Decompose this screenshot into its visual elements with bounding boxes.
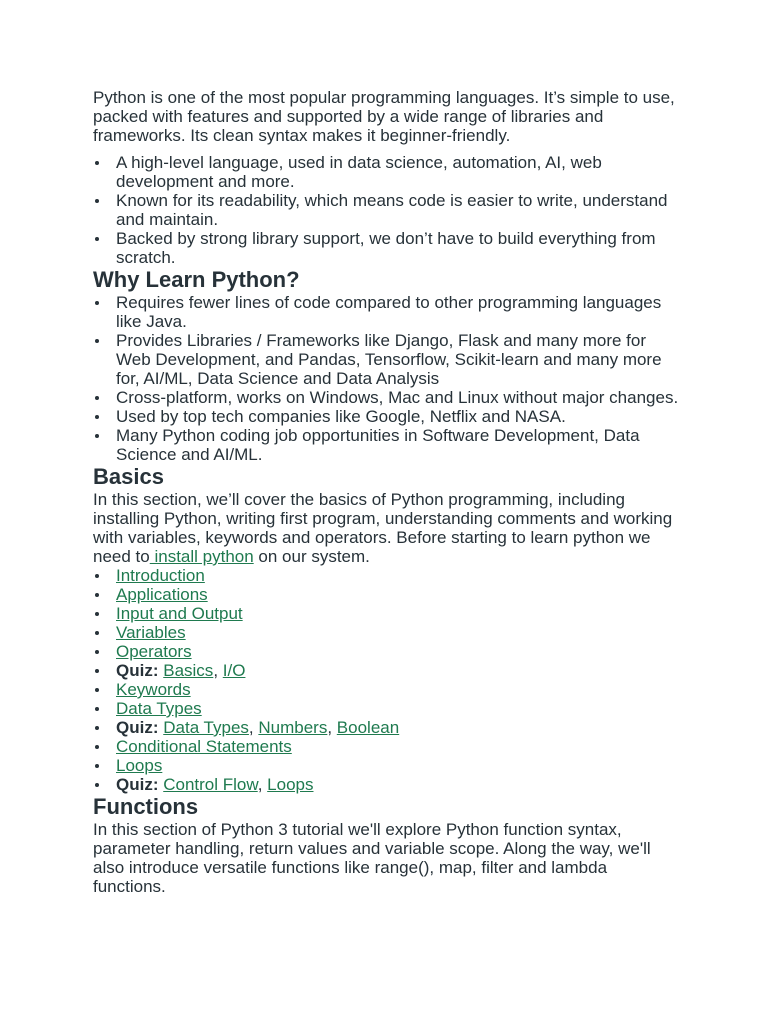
list-item: Backed by strong library support, we don’t have to build everything from scratch. (116, 229, 683, 267)
quiz-loops-link[interactable]: Loops (267, 775, 314, 794)
list-item (116, 566, 683, 585)
keywords-link[interactable]: Keywords (116, 680, 191, 699)
quiz-separator: , (327, 718, 337, 737)
quiz-list-item (116, 661, 683, 680)
basics-paragraph-tail: on our system. (253, 547, 370, 566)
list-item (116, 737, 683, 756)
list-item: Provides Libraries / Frameworks like Django, Flask and many more for Web Development, and Pandas, Tensorflow, Scikit-learn and many more for, AI/ML, Data Science and Data Analysis (116, 331, 683, 388)
quiz-separator: , (213, 661, 223, 680)
applications-link[interactable]: Applications (116, 585, 208, 604)
variables-link[interactable]: Variables (116, 623, 186, 642)
list-item (116, 604, 683, 623)
quiz-separator: , (248, 718, 259, 737)
quiz-list-item (116, 718, 683, 737)
quiz-separator: , (257, 775, 268, 794)
quiz-basics-link[interactable]: Basics (163, 661, 214, 680)
why-learn-heading: Why Learn Python? (93, 267, 300, 292)
data-types-link[interactable]: Data Types (116, 699, 202, 718)
list-item (116, 756, 683, 775)
list-item (116, 642, 683, 661)
article-content (93, 88, 683, 896)
operators-link[interactable]: Operators (116, 642, 192, 661)
list-item (116, 623, 683, 642)
basics-paragraph-text: In this section, we’ll cover the basics of Python programming, including installing Python, writing first program, understanding comments and working with variables, keywords and operators. Before starting to learn python we need to (93, 490, 673, 566)
basics-paragraph (93, 490, 683, 566)
list-item: A high-level language, used in data science, automation, AI, web development and more. (116, 153, 683, 191)
install-python-link[interactable]: install python (149, 547, 254, 566)
quiz-control-flow-link[interactable]: Control Flow (163, 775, 258, 794)
list-item: Requires fewer lines of code compared to other programming languages like Java. (116, 293, 683, 331)
introduction-link[interactable]: Introduction (116, 566, 205, 585)
why-learn-bullet-list (93, 293, 683, 464)
list-item (116, 680, 683, 699)
list-item (116, 585, 683, 604)
quiz-label: Quiz: (116, 661, 159, 680)
list-item (116, 699, 683, 718)
functions-heading: Functions (93, 794, 199, 819)
loops-link[interactable]: Loops (116, 756, 163, 775)
basics-heading: Basics (93, 464, 164, 489)
intro-paragraph: Python is one of the most popular programming languages. It’s simple to use, packed with features and supported by a wide range of libraries and frameworks. Its clean syntax makes it beginner-friendly. (93, 88, 675, 145)
quiz-boolean-link[interactable]: Boolean (336, 718, 400, 737)
list-item: Used by top tech companies like Google, Netflix and NASA. (116, 407, 683, 426)
basics-topic-list (93, 566, 683, 794)
quiz-io-link[interactable]: I/O (222, 661, 246, 680)
input-output-link[interactable]: Input and Output (116, 604, 243, 623)
functions-paragraph: In this section of Python 3 tutorial we'll explore Python function syntax, parameter handling, return values and variable scope. Along the way, we'll also introduce versatile functions like range(), map, filter and lambda functions. (93, 820, 651, 896)
quiz-label: Quiz: (116, 718, 159, 737)
quiz-label: Quiz: (116, 775, 159, 794)
list-item: Cross-platform, works on Windows, Mac and Linux without major changes. (116, 388, 683, 407)
list-item: Known for its readability, which means code is easier to write, understand and maintain. (116, 191, 683, 229)
quiz-data-types-link[interactable]: Data Types (163, 718, 249, 737)
list-item: Many Python coding job opportunities in Software Development, Data Science and AI/ML. (116, 426, 683, 464)
conditional-statements-link[interactable]: Conditional Statements (116, 737, 292, 756)
quiz-numbers-link[interactable]: Numbers (258, 718, 328, 737)
quiz-list-item (116, 775, 683, 794)
intro-bullet-list (93, 153, 683, 267)
